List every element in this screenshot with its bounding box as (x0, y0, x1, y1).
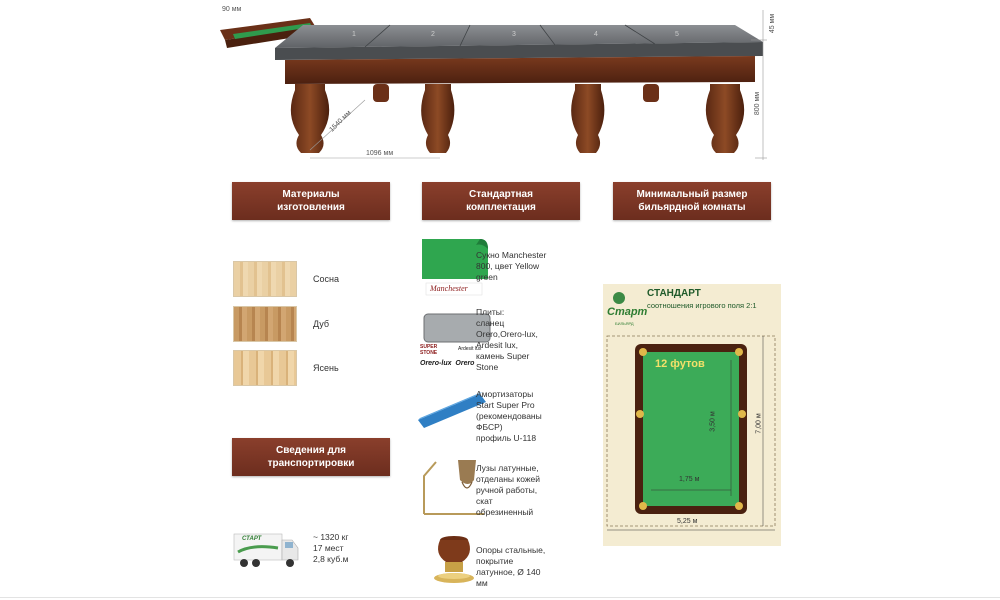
room-length-label: 7,00 м (755, 413, 763, 434)
plan-logo-subtext: БИЛЬЯРД (615, 321, 634, 326)
leg-depth-label: 1540 мм (328, 109, 353, 134)
rail-width-label: 90 мм (222, 6, 242, 13)
table-legs (291, 84, 744, 153)
plan-subtitle: соотношения игрового поля 2:1 (647, 301, 757, 310)
table-length-label: 3,50 м (709, 411, 717, 432)
room-size-header: Минимальный размер бильярдной комнаты (613, 182, 771, 220)
slate-number: 1 (352, 31, 356, 38)
transport-truck-image (232, 526, 302, 570)
transport-info: ~ 1320 кг 17 мест 2,8 куб.м (313, 532, 349, 564)
transport-header: Сведения для транспортировки (232, 438, 390, 476)
wood-swatch-oak (233, 306, 297, 342)
cushion-brand-text: START (437, 399, 455, 411)
table-height-label: 800 мм (754, 91, 762, 116)
slate-number: 2 (431, 31, 435, 38)
equipment-item-text: Плиты: сланец Orero,Orero-lux, Ardesit lux, камень Super Stone (476, 307, 538, 372)
equipment-item-text: Лузы латунные, отделаны кожей ручной работы, скат обрезиненный (476, 463, 541, 517)
table-illustration (215, 0, 775, 170)
truck-logo-text: СТАРТ (242, 536, 262, 542)
room-width-label: 5,25 м (677, 518, 698, 525)
slate-number: 4 (594, 31, 598, 38)
rail-height-label: 45 мм (769, 13, 777, 34)
billiard-table-drawing (215, 0, 775, 170)
slate-brand-bottom: Orero-lux Orero (420, 360, 475, 367)
wood-swatch-ash (233, 350, 297, 386)
equipment-item-text: Опоры стальные, покрытие латунное, Ø 140 мм (476, 545, 546, 588)
slate-brand-right: Ardesit lux (458, 346, 482, 352)
wood-swatch-pine (233, 261, 297, 297)
plan-size-label: 12 футов (655, 358, 705, 370)
leg-span-label: 1096 мм (366, 150, 394, 157)
equipment-item-text: Сукно Manchester 800, цвет Yellow green (476, 250, 547, 282)
bottom-divider (0, 597, 1000, 598)
slate-brand-left: SUPER STONE (420, 344, 438, 356)
wood-label: Дуб (313, 319, 330, 329)
cloth-brand-text: Manchester (430, 284, 468, 293)
standard-kit-header: Стандартная комплектация (422, 182, 580, 220)
room-plan (603, 284, 781, 546)
equipment-item-text: Амортизаторы Start Super Pro (рекомендованы ФБСР) профиль U-118 (476, 389, 542, 443)
slate-number: 3 (512, 31, 516, 38)
plan-title: СТАНДАРТ (647, 288, 701, 299)
wood-label: Ясень (313, 363, 339, 373)
wood-label: Сосна (313, 274, 339, 284)
slate-number: 5 (675, 31, 679, 38)
leg-foot-image (425, 530, 483, 588)
plan-logo-text: Старт (607, 306, 648, 318)
materials-header: Материалы изготовления (232, 182, 390, 220)
table-width-label: 1,75 м (679, 476, 700, 483)
